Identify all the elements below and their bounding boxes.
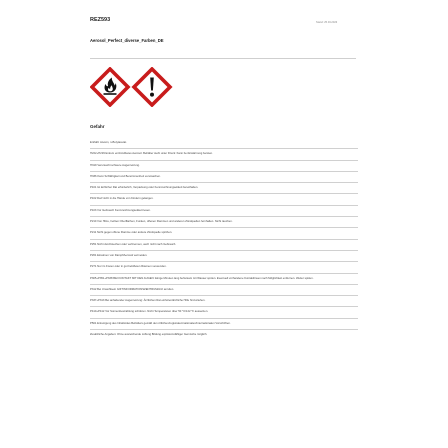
product-code: REZ593: [90, 17, 111, 23]
statement-line: P251 Nicht durchstechen oder verbrennen, auch nicht nach Gebrauch.: [90, 239, 358, 246]
hazard-pictograms: [90, 67, 190, 107]
statement-line: P337+P313 Bei anhaltender Augenreizung: Ärztlichen Rat einholen/ärztliche Hilfe hinzuziehen.: [90, 295, 358, 302]
statement-line: H336 Kann Schläfrigkeit und Benommenheit verursachen.: [90, 171, 358, 178]
statement-line: H222+H229 Extrem entzündbares Aerosol. Behälter steht unter Druck: Kann bei Erwärmung bersten.: [90, 148, 358, 155]
pictogram-row: [90, 67, 190, 107]
date-stamp: Stand: 25.04.2023: [316, 21, 338, 24]
statement-line: P410+P412 Vor Sonnenbestrahlung schützen. Nicht Temperaturen über 50 °C/122 °F aussetzen.: [90, 306, 358, 313]
product-name: Aerosol_Perfect_diverse_Farben_DE: [90, 38, 164, 43]
statement-line: P101 Ist ärztlicher Rat erforderlich, Verpackung oder Kennzeichnungsetikett bereithalten.: [90, 182, 358, 189]
hazard-statements: [90, 141, 358, 336]
header-divider: [90, 58, 356, 59]
statement-line: P271 Nur im Freien oder in gut belüfteten Räumen verwenden.: [90, 261, 358, 268]
ghs07-exclamation-icon: [134, 69, 170, 105]
statement-line: H319 Verursacht schwere Augenreizung.: [90, 160, 358, 167]
statement-line: P211 Nicht gegen offene Flamme oder andere Zündquelle sprühen.: [90, 227, 358, 234]
statement-line: P102 Darf nicht in die Hände von Kindern gelangen.: [90, 193, 358, 200]
statement-line: P103 Vor Gebrauch Kennzeichnungsetikett lesen.: [90, 205, 358, 212]
statement-line: Zusätzliche Angaben: Ohne ausreichende Lüftung Bildung explosionsfähiger Gemische möglich.: [90, 329, 358, 336]
statement-line: P501 Entsorgung des Inhalts/des Behälters gemäß den örtlichen/regionalen/nationalen/internationalen Vorschriften.: [90, 318, 358, 325]
statement-line: P261 Einatmen von Dampf/Aerosol vermeiden.: [90, 250, 358, 257]
statement-line: Enthält: Aceton, n-Butylacetat.: [90, 141, 127, 144]
statement-line: P312 Bei Unwohlsein GIFTINFORMATIONSZENTRUM/Arzt anrufen.: [90, 284, 358, 291]
signal-word: Gefahr: [90, 124, 105, 129]
statement-line: P305+P351+P338 BEI KONTAKT MIT DEN AUGEN: Einige Minuten lang behutsam mit Wasser spülen. Eventuell vorhandene Kontaktlinsen nach Möglichkeit entfernen. Weiter spülen.: [90, 273, 358, 280]
ghs02-flame-icon: [92, 69, 128, 105]
statement-line: P210 Von Hitze, heißen Oberflächen, Funken, offenen Flammen und anderen Zündquellen fernhalten. Nicht rauchen.: [90, 216, 358, 223]
